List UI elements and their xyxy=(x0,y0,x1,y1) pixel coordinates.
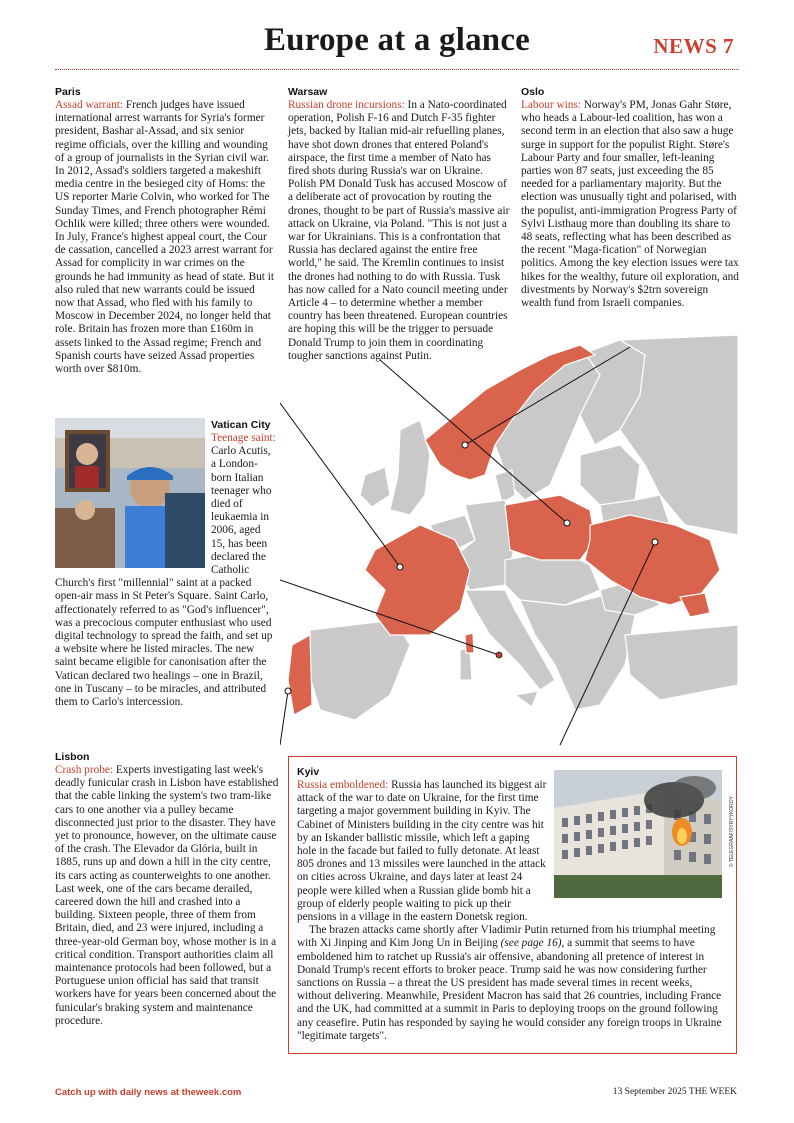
lisbon-story xyxy=(55,751,280,1028)
lisbon-text: Experts investigating last week's deadly funicular crash in Lisbon have established that the cable linking the system's two tram-like cars to one another via a pulley became disconnected just prior to the disaster. They have yet to pronounce, however, on the ultimate cause of the crash. The Elevador da Glória, built in 1885, runs up and down a hill in the city centre, its cars acting as counterweights to one another. Last week, one of the cars became derailed, careered down the hill and crashed into a building. Sixteen people, three of them from Britain, died, and 23 were injured, including a three-year-old German boy, whose mother is in a critical condition. Transport authorities claim all maintenance protocols had been followed, but a Portuguese union official has said that transit workers have for years been concerned about the funicular's braking system and maintenance procedure. xyxy=(55,764,279,1027)
oslo-body xyxy=(521,99,739,310)
vatican-photo-image xyxy=(55,418,205,568)
footer-brand: THE WEEK xyxy=(688,1087,737,1097)
oslo-city-label: Oslo xyxy=(521,86,545,98)
kyiv-body-1 xyxy=(297,779,729,924)
map-ireland xyxy=(360,467,390,507)
vatican-story xyxy=(55,418,277,709)
paris-lead: Assad warrant: xyxy=(55,99,124,111)
kyiv-photo-credit: © TELEGRAAF/SYRYYKOROY xyxy=(729,795,735,867)
kyiv-body-2 xyxy=(297,924,729,1043)
kyiv-text-2a: The brazen attacks came shortly after Vladimir Putin returned from his triumphal meeting with Xi Jinping and Kim Jong Un in Beijing xyxy=(297,924,716,950)
oslo-text: Norway's PM, Jonas Gahr Støre, who heads a Labour-led coalition, has won a second term in an election that also saw a huge surge in support for the populist Right. Støre's Labour Party and four smaller, left-leaning parties won 87 seats, just exceeding the 85 needed for a parliamentary majority. But the election was unusually tight and polarised, with the populist, anti-immigration Progress Party of Sylvi Listhaug more than doubling its share to 48 seats, reflecting what has been described as the recent "Maga-fication" of Norwegian politics. Among the key election issues were tax hikes for the wealthy, future oil exploration, and divestments by Norway's $2trn sovereign wealth fund from Israeli companies. xyxy=(521,99,739,310)
kyiv-lead: Russia emboldened: xyxy=(297,779,389,791)
vatican-text: has been declared the Catholic Church's first "millennial" saint at a packed open-air mass in St Peter's Square. Saint Carlo, affectionately referred to as "God's influencer", was a precocious computer enthusiast who used digital technology to spread the faith, and set up a website where he listed miracles. The new saint became eligible for canonisation after the Vatican declared two healings – one in Brazil, one in Tuscany – to be miracles, and attributed them to Carlo's intercession. xyxy=(55,537,273,709)
footer-date: 13 September 2025 xyxy=(612,1087,687,1097)
map-marker-oslo xyxy=(462,442,468,448)
map-marker-kyiv xyxy=(652,539,658,545)
kyiv-text-1: Russia has launched its biggest air attack of the war to date on Ukraine, for the first time targeting a major government building in Kyiv. The Cabinet of Ministers building in the city centre was hit by an Iskander ballistic missile, which left a gaping hole in the facade but failed to fully detonate. At least 805 drones and 13 missiles were launched in the attack on cities across Ukraine, and days later at least 24 people were killed when a Russian glide bomb hit a group of elderly people waiting to pick up their pensions in a village in the eastern Donetsk region. xyxy=(297,779,547,924)
map-marker-lisbon xyxy=(285,688,291,694)
paris-body xyxy=(55,99,277,376)
map-corsica xyxy=(465,633,474,653)
lisbon-lead: Crash probe: xyxy=(55,764,114,776)
leader-line-lisbon xyxy=(280,691,288,745)
map-uk xyxy=(390,420,430,515)
map-turkey xyxy=(625,625,738,700)
paris-text: French judges have issued international arrest warrants for Syria's former president, Bashar al-Assad, and six senior regime officials, over the killing and wounding of a group of journalists in the Syrian civil war. In 2012, Assad's soldiers targeted a makeshift media centre in the besieged city of Homs: the US reporter Marie Colvin, who worked for The Sunday Times, and French photographer Rémi Ochlik were killed; three others were wounded. In July, France's highest appeal court, the Cour de cassation, cancelled a 2023 arrest warrant for Assad for complicity in war crimes on the grounds he had immunity as head of state. But it also ruled that new warrants could be issued now that Assad, who fled with his family to Moscow in December 2024, no longer held that role. Britain has frozen more than £160m in assets linked to the Assad regime; French and Spanish courts have seized Assad properties worth over $810m. xyxy=(55,99,274,376)
vatican-photo xyxy=(55,418,205,568)
map-marker-vatican xyxy=(496,652,502,658)
lisbon-city-label: Lisbon xyxy=(55,751,90,763)
vatican-city-label: Vatican City xyxy=(211,419,271,431)
map-marker-warsaw xyxy=(564,520,570,526)
map-poland xyxy=(505,495,595,560)
kyiv-story-box xyxy=(288,756,737,1054)
page-section-label: NEWS 7 xyxy=(653,34,734,58)
warsaw-city-label: Warsaw xyxy=(288,86,328,98)
europe-map xyxy=(280,335,738,755)
warsaw-lead: Russian drone incursions: xyxy=(288,99,405,111)
oslo-story xyxy=(521,86,739,310)
kyiv-page-ref: (see page 16) xyxy=(500,937,562,950)
page-title: Europe at a glance xyxy=(263,22,531,58)
map-sicily xyxy=(515,691,538,707)
oslo-lead: Labour wins: xyxy=(521,99,581,111)
vatican-text-narrow: Carlo Acutis, a London-born Italian teenager who died of leukaemia in 2006, aged 15, xyxy=(211,445,272,550)
kyiv-city-label: Kyiv xyxy=(297,766,320,778)
lisbon-body xyxy=(55,764,280,1028)
paris-story xyxy=(55,86,277,376)
paris-city-label: Paris xyxy=(55,86,81,98)
footer-dateline xyxy=(613,1087,737,1097)
map-portugal xyxy=(288,635,312,715)
kyiv-text-2b: , a summit that seems to have emboldened him to ratchet up Russia's air offensive, abandoning all pretence of interest in Donald Trump's recent efforts to broker peace. Trump said he was now considering further sanctions on Russia – a threat the US president has made several times in recent weeks, without delivering. Meanwhile, President Macron has said that 26 countries, including France and the UK, had committed at a summit in Paris to deploying troops on the ground following any ceasefire. Putin has responded by saying he would consider any foreign troops in Ukraine "legitimate targets". xyxy=(297,937,722,1042)
vatican-lead: Teenage saint: xyxy=(211,432,276,444)
map-baltics xyxy=(580,445,640,505)
warsaw-story xyxy=(288,86,510,363)
kyiv-photo-spacer xyxy=(551,779,729,907)
map-marker-paris xyxy=(397,564,403,570)
map-crimea xyxy=(680,593,710,617)
header-rule xyxy=(55,69,739,70)
warsaw-body xyxy=(288,99,510,363)
warsaw-text: In a Nato-coordinated operation, Polish F-16 and Dutch F-35 fighter jets, backed by Italian mid-air refuelling planes, have shot down drones that entered Poland's airspace, the first time a member of Nato has fired shots during Russia's war on Ukraine. Polish PM Donald Tusk has accused Moscow of a deliberate act of provocation by routing the drones, thought to be part of Russia's massive air attack on Ukraine, via Poland. "This is not just a war for Ukrainians. This is a confrontation that Russia has declared against the entire free world," he said. The Kremlin continues to insist the drones had nothing to do with Russia. Tusk has now called for a Nato council meeting under Article 4 – to determine whether a member country has been threatened. European countries are hoping this will be the trigger to persuade Donald Trump to join them in coordinating tougher sanctions against Putin. xyxy=(288,99,510,362)
footer-promo-link[interactable]: Catch up with daily news at theweek.com xyxy=(55,1087,242,1098)
